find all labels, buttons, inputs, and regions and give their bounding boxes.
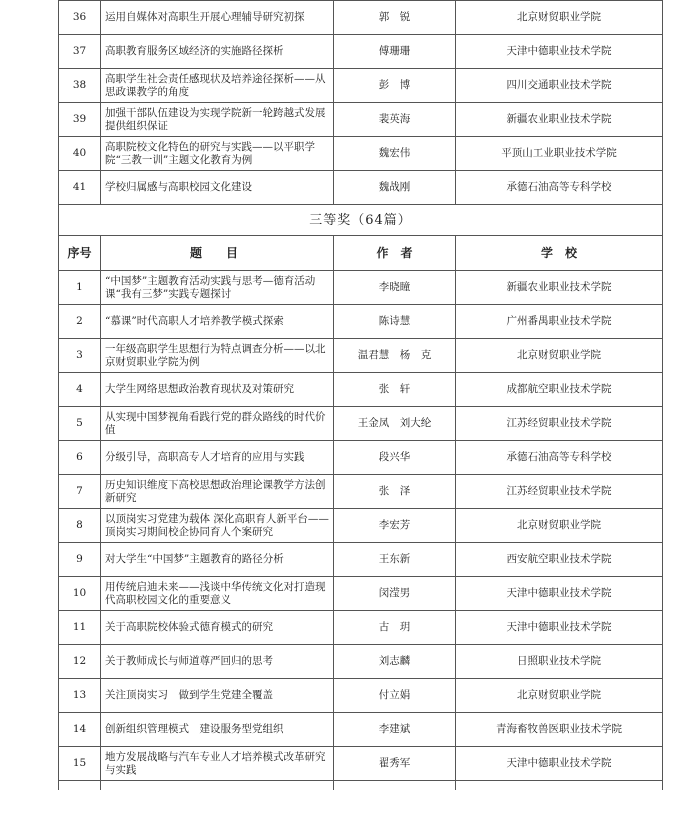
row-school: 江苏经贸职业技术学院 xyxy=(456,407,663,441)
header-author: 作 者 xyxy=(334,236,456,271)
header-number: 序号 xyxy=(59,236,101,271)
awards-table xyxy=(58,0,663,790)
row-author: 温君慧 杨 克 xyxy=(334,339,456,373)
row-title: 从实现中国梦视角看践行党的群众路线的时代价值 xyxy=(101,407,334,441)
table-row xyxy=(59,103,663,137)
row-title: 地方发展战略与汽车专业人才培养模式改革研究与实践 xyxy=(101,747,334,781)
row-author: 傅珊珊 xyxy=(334,35,456,69)
row-author: 张 轩 xyxy=(334,373,456,407)
row-number: 41 xyxy=(59,171,101,205)
table-row xyxy=(59,475,663,509)
row-title: 学校归属感与高职校园文化建设 xyxy=(101,171,334,205)
third-prize-rows xyxy=(59,271,663,781)
row-number: 4 xyxy=(59,373,101,407)
row-author: 裴英海 xyxy=(334,103,456,137)
row-school: 北京财贸职业学院 xyxy=(456,679,663,713)
table-row xyxy=(59,35,663,69)
row-author: 付立娟 xyxy=(334,679,456,713)
table-header-row xyxy=(59,236,663,271)
row-title: 加强干部队伍建设为实现学院新一轮跨越式发展提供组织保证 xyxy=(101,103,334,137)
row-author: 李建斌 xyxy=(334,713,456,747)
table-row xyxy=(59,441,663,475)
row-number: 3 xyxy=(59,339,101,373)
row-school: 北京财贸职业学院 xyxy=(456,1,663,35)
row-author: 彭 博 xyxy=(334,69,456,103)
row-author: 段兴华 xyxy=(334,441,456,475)
row-title: 用传统启迪未来——浅谈中华传统文化对打造现代高职校园文化的重要意义 xyxy=(101,577,334,611)
row-number: 7 xyxy=(59,475,101,509)
table-row xyxy=(59,137,663,171)
row-author: 张 泽 xyxy=(334,475,456,509)
row-number: 13 xyxy=(59,679,101,713)
table-row xyxy=(59,679,663,713)
row-title: 高职教育服务区域经济的实施路径探析 xyxy=(101,35,334,69)
table-row xyxy=(59,373,663,407)
row-school: 天津中德职业技术学院 xyxy=(456,747,663,781)
row-school: 江苏经贸职业技术学院 xyxy=(456,475,663,509)
row-title: 运用自媒体对高职生开展心理辅导研究初探 xyxy=(101,1,334,35)
section-heading-row xyxy=(59,205,663,236)
row-title: 历史知识维度下高校思想政治理论课教学方法创新研究 xyxy=(101,475,334,509)
row-title: 一年级高职学生思想行为特点调查分析——以北京财贸职业学院为例 xyxy=(101,339,334,373)
row-author: 刘志麟 xyxy=(334,645,456,679)
row-number: 15 xyxy=(59,747,101,781)
second-prize-rows-continued xyxy=(59,1,663,205)
row-number: 5 xyxy=(59,407,101,441)
table-row xyxy=(59,305,663,339)
row-number: 10 xyxy=(59,577,101,611)
table-row xyxy=(59,509,663,543)
awards-document xyxy=(58,0,652,790)
row-school: 青海畜牧兽医职业技术学院 xyxy=(456,713,663,747)
row-title: 关于教师成长与师道尊严回归的思考 xyxy=(101,645,334,679)
section-title: 三等奖（64篇） xyxy=(59,205,663,236)
row-author: 陈诗慧 xyxy=(334,305,456,339)
row-title: 以顶岗实习党建为载体 深化高职育人新平台——顶岗实习期间校企协同育人个案研究 xyxy=(101,509,334,543)
row-number: 38 xyxy=(59,69,101,103)
row-title: 创新组织管理模式 建设服务型党组织 xyxy=(101,713,334,747)
row-author: 翟秀军 xyxy=(334,747,456,781)
row-title: 关于高职院校体验式德育模式的研究 xyxy=(101,611,334,645)
row-title: 高职院校文化特色的研究与实践——以平职学院“三教一训”主题文化教育为例 xyxy=(101,137,334,171)
row-title: “慕课”时代高职人才培养教学模式探索 xyxy=(101,305,334,339)
row-school: 天津中德职业技术学院 xyxy=(456,577,663,611)
table-row xyxy=(59,339,663,373)
row-number: 14 xyxy=(59,713,101,747)
row-number: 2 xyxy=(59,305,101,339)
table-row xyxy=(59,645,663,679)
row-school: 成都航空职业技术学院 xyxy=(456,373,663,407)
row-school: 广州番禺职业技术学院 xyxy=(456,305,663,339)
table-row xyxy=(59,611,663,645)
row-author: 魏宏伟 xyxy=(334,137,456,171)
row-author: 魏战刚 xyxy=(334,171,456,205)
row-title: 高职学生社会责任感现状及培养途径探析——从思政课教学的角度 xyxy=(101,69,334,103)
row-number: 11 xyxy=(59,611,101,645)
row-number: 1 xyxy=(59,271,101,305)
table-row xyxy=(59,171,663,205)
row-school: 新疆农业职业技术学院 xyxy=(456,103,663,137)
row-title: 关注顶岗实习 做到学生党建全覆盖 xyxy=(101,679,334,713)
row-school: 天津中德职业技术学院 xyxy=(456,35,663,69)
row-number: 37 xyxy=(59,35,101,69)
table-row xyxy=(59,1,663,35)
row-number: 36 xyxy=(59,1,101,35)
row-author: 郭 锐 xyxy=(334,1,456,35)
row-school: 新疆农业职业技术学院 xyxy=(456,271,663,305)
header-title: 题 目 xyxy=(101,236,334,271)
table-row xyxy=(59,747,663,781)
row-author: 闵滢男 xyxy=(334,577,456,611)
table-row xyxy=(59,713,663,747)
row-number: 6 xyxy=(59,441,101,475)
row-number: 40 xyxy=(59,137,101,171)
row-school: 北京财贸职业学院 xyxy=(456,509,663,543)
row-school: 承德石油高等专科学校 xyxy=(456,171,663,205)
row-title: 分级引导，高职高专人才培育的应用与实践 xyxy=(101,441,334,475)
table-continuation-row xyxy=(59,781,663,791)
row-number: 8 xyxy=(59,509,101,543)
row-title: 对大学生“中国梦”主题教育的路径分析 xyxy=(101,543,334,577)
row-school: 四川交通职业技术学院 xyxy=(456,69,663,103)
row-author: 王东新 xyxy=(334,543,456,577)
row-school: 北京财贸职业学院 xyxy=(456,339,663,373)
row-title: “中国梦”主题教育活动实践与思考—德育活动课“我有三梦”实践专题探讨 xyxy=(101,271,334,305)
row-school: 日照职业技术学院 xyxy=(456,645,663,679)
table-row xyxy=(59,271,663,305)
row-author: 王金凤 刘大纶 xyxy=(334,407,456,441)
row-number: 12 xyxy=(59,645,101,679)
table-row xyxy=(59,407,663,441)
third-prize-section xyxy=(59,205,663,271)
table-row xyxy=(59,543,663,577)
table-row xyxy=(59,69,663,103)
table-row xyxy=(59,577,663,611)
header-school: 学 校 xyxy=(456,236,663,271)
row-number: 9 xyxy=(59,543,101,577)
row-school: 西安航空职业技术学院 xyxy=(456,543,663,577)
row-number: 39 xyxy=(59,103,101,137)
row-school: 承德石油高等专科学校 xyxy=(456,441,663,475)
row-title: 大学生网络思想政治教育现状及对策研究 xyxy=(101,373,334,407)
row-author: 李宏芳 xyxy=(334,509,456,543)
row-author: 李晓瞳 xyxy=(334,271,456,305)
row-author: 古 玥 xyxy=(334,611,456,645)
row-school: 天津中德职业技术学院 xyxy=(456,611,663,645)
row-school: 平顶山工业职业技术学院 xyxy=(456,137,663,171)
